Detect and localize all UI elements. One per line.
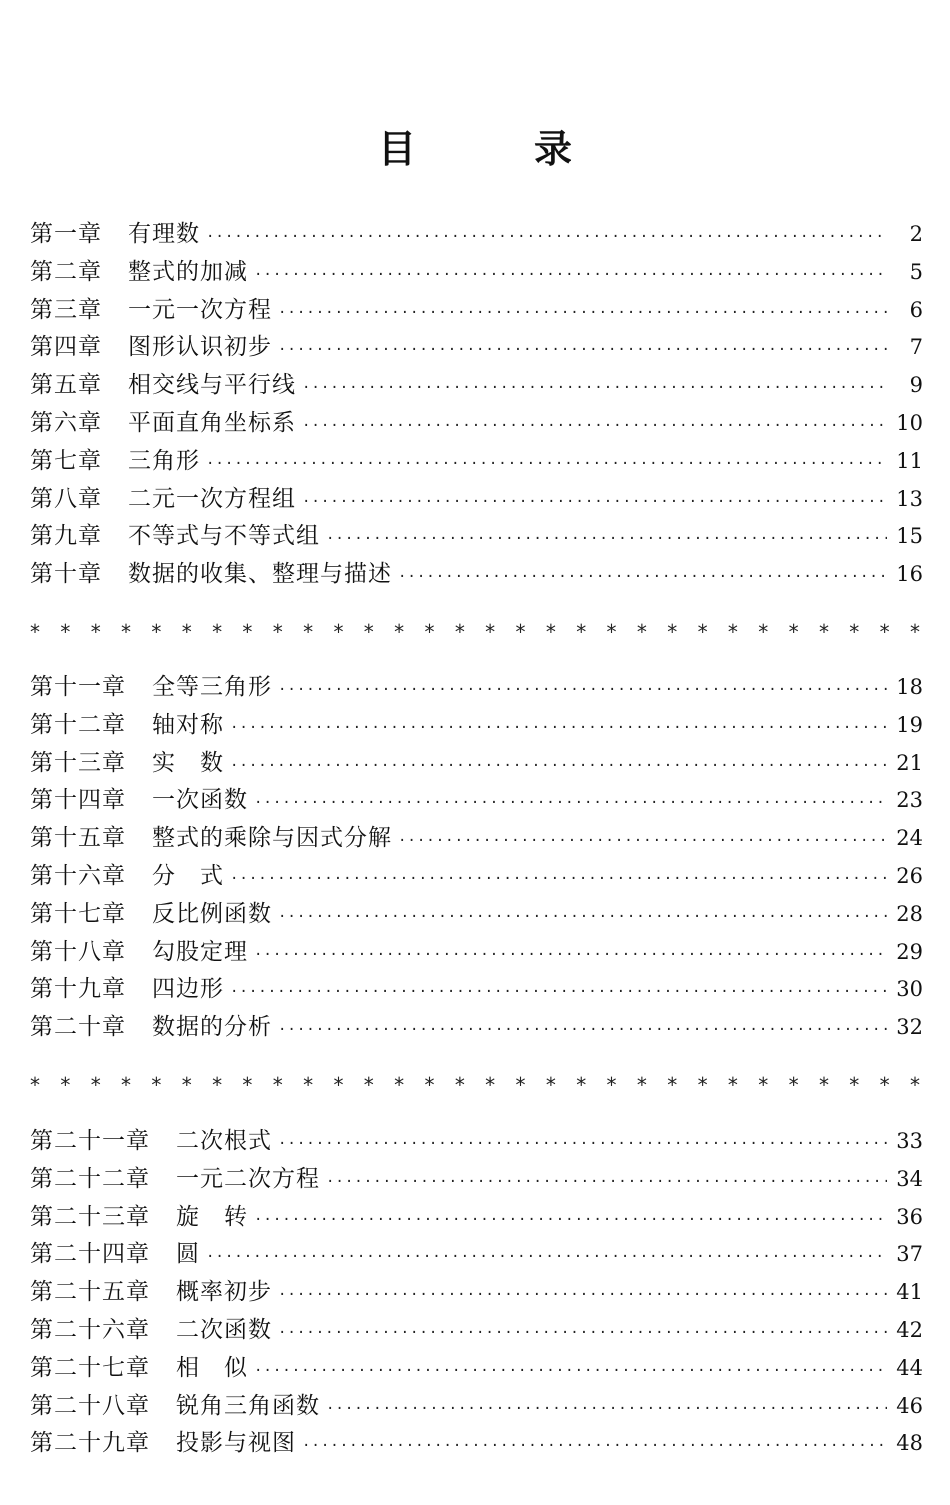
dot-leader	[254, 785, 887, 823]
page-number: 48	[896, 1431, 923, 1456]
star-mark: *	[485, 1073, 496, 1097]
star-mark: *	[303, 620, 314, 644]
toc-entry[interactable]	[30, 405, 923, 443]
page-number: 33	[896, 1129, 923, 1153]
chapter-title: 旋 转	[176, 1203, 248, 1230]
dot-leader	[326, 521, 887, 559]
chapter-title: 数据的分析	[152, 1014, 272, 1041]
page-number: 13	[896, 486, 923, 511]
chapter-number: 第四章	[30, 334, 102, 361]
page-number: 15	[896, 524, 923, 549]
chapter-title: 一次函数	[152, 787, 248, 814]
dot-leader	[230, 748, 887, 786]
star-mark: *	[667, 1073, 678, 1097]
star-mark: *	[181, 620, 192, 644]
chapter-number: 第七章	[30, 447, 102, 474]
star-mark: *	[758, 1073, 769, 1097]
star-mark: *	[424, 620, 435, 644]
star-mark: *	[181, 1073, 192, 1097]
page-number: 11	[896, 448, 923, 473]
page-number: 7	[909, 335, 923, 360]
chapter-number: 第十九章	[30, 976, 126, 1003]
star-mark: *	[151, 620, 162, 644]
page-number: 44	[896, 1355, 923, 1380]
toc-entry[interactable]	[30, 367, 923, 405]
toc-entry[interactable]	[30, 669, 923, 707]
dot-leader	[278, 1277, 887, 1315]
chapter-number: 第十五章	[30, 825, 126, 852]
page-number: 6	[909, 297, 923, 322]
star-mark: *	[727, 1073, 738, 1097]
star-mark: *	[636, 620, 647, 644]
page-number: 30	[896, 977, 923, 1002]
chapter-number: 第二章	[30, 258, 102, 285]
chapter-title: 三角形	[128, 447, 200, 474]
dot-leader	[278, 295, 887, 333]
chapter-number: 第十八章	[30, 938, 126, 965]
toc-entry[interactable]	[30, 934, 923, 972]
page-number: 18	[896, 675, 923, 699]
star-mark: *	[333, 1073, 344, 1097]
chapter-title: 数据的收集、整理与描述	[128, 561, 392, 588]
page-number: 24	[896, 826, 923, 851]
star-mark: *	[454, 1073, 465, 1097]
toc-entry[interactable]	[30, 707, 923, 745]
chapter-title: 全等三角形	[152, 674, 272, 700]
star-mark: *	[636, 1073, 647, 1097]
dot-leader	[326, 1164, 887, 1202]
star-mark: *	[697, 620, 708, 644]
chapter-title: 二元一次方程组	[128, 485, 296, 512]
dot-leader	[254, 1202, 887, 1240]
star-mark: *	[545, 1073, 556, 1097]
toc-entry[interactable]	[30, 745, 923, 783]
chapter-title: 相 似	[176, 1354, 248, 1381]
chapter-number: 第五章	[30, 372, 102, 399]
dot-leader	[230, 861, 887, 899]
star-mark: *	[788, 1073, 799, 1097]
page-number: 46	[896, 1393, 923, 1418]
dot-leader	[254, 257, 887, 295]
star-mark: *	[303, 1073, 314, 1097]
star-mark: *	[576, 1073, 587, 1097]
page-number: 29	[896, 939, 923, 964]
toc-entry[interactable]	[30, 1312, 923, 1350]
chapter-number: 第二十六章	[30, 1316, 150, 1343]
star-mark: *	[121, 1073, 132, 1097]
star-mark: *	[909, 1073, 920, 1097]
chapter-number: 第六章	[30, 409, 102, 436]
star-mark: *	[272, 1073, 283, 1097]
chapter-title: 平面直角坐标系	[128, 409, 296, 436]
toc-entry[interactable]	[30, 292, 923, 330]
page-number: 21	[896, 750, 923, 775]
dot-leader	[302, 408, 887, 446]
toc-entry[interactable]	[30, 254, 923, 292]
dot-leader	[254, 1353, 887, 1391]
chapter-number: 第九章	[30, 523, 102, 550]
chapter-number: 第十六章	[30, 862, 126, 889]
star-mark: *	[272, 620, 283, 644]
dot-leader	[206, 446, 887, 484]
page-number: 28	[896, 901, 923, 926]
toc-section-1	[30, 216, 923, 594]
star-mark: *	[242, 620, 253, 644]
star-mark: *	[363, 1073, 374, 1097]
dot-leader	[278, 1315, 887, 1353]
chapter-number: 第二十五章	[30, 1279, 150, 1306]
page-number: 9	[909, 373, 923, 398]
dot-leader	[302, 370, 887, 408]
chapter-title: 一元二次方程	[176, 1165, 320, 1192]
chapter-title: 图形认识初步	[128, 334, 272, 361]
star-mark: *	[485, 620, 496, 644]
chapter-title: 锐角三角函数	[176, 1392, 320, 1419]
toc-entry[interactable]	[30, 481, 923, 519]
toc-entry[interactable]	[30, 820, 923, 858]
star-mark: *	[60, 1073, 71, 1097]
star-mark: *	[697, 1073, 708, 1097]
toc-section-3	[30, 1123, 923, 1463]
chapter-number: 第十二章	[30, 711, 126, 738]
dot-leader	[326, 1391, 887, 1429]
toc-entry[interactable]	[30, 1009, 923, 1047]
chapter-number: 第十七章	[30, 900, 126, 927]
chapter-title: 轴对称	[152, 711, 224, 738]
chapter-title: 实 数	[152, 749, 224, 776]
dot-leader	[278, 899, 887, 937]
dot-leader	[278, 332, 887, 370]
star-mark: *	[545, 620, 556, 644]
star-mark: *	[606, 620, 617, 644]
dot-leader	[206, 219, 887, 257]
star-mark: *	[606, 1073, 617, 1097]
chapter-number: 第八章	[30, 485, 102, 512]
dot-leader	[230, 710, 887, 748]
star-mark: *	[576, 620, 587, 644]
chapter-title: 分 式	[152, 862, 224, 889]
star-mark: *	[424, 1073, 435, 1097]
chapter-title: 整式的乘除与因式分解	[152, 825, 392, 852]
toc-entry[interactable]	[30, 896, 923, 934]
page-number: 16	[896, 562, 923, 587]
chapter-title: 二次函数	[176, 1316, 272, 1343]
star-mark: *	[758, 620, 769, 644]
chapter-number: 第二十二章	[30, 1165, 150, 1192]
page-number: 36	[896, 1204, 923, 1229]
star-mark: *	[30, 620, 40, 644]
toc-entry[interactable]	[30, 443, 923, 481]
page-number: 10	[896, 410, 923, 435]
chapter-number: 第二十七章	[30, 1354, 150, 1381]
star-mark: *	[727, 620, 738, 644]
star-mark: *	[515, 1073, 526, 1097]
chapter-title: 反比例函数	[152, 900, 272, 927]
chapter-number: 第二十章	[30, 1014, 126, 1041]
star-mark: *	[151, 1073, 162, 1097]
page-number: 41	[896, 1280, 923, 1305]
dot-leader	[254, 937, 887, 975]
toc-entry[interactable]	[30, 1274, 923, 1312]
dot-leader	[278, 1012, 887, 1050]
chapter-title: 一元一次方程	[128, 296, 272, 323]
dot-leader	[398, 823, 887, 861]
chapter-title: 相交线与平行线	[128, 372, 296, 399]
chapter-title: 概率初步	[176, 1279, 272, 1306]
toc-entry[interactable]	[30, 782, 923, 820]
star-mark: *	[212, 1073, 223, 1097]
chapter-title: 勾股定理	[152, 938, 248, 965]
star-mark: *	[515, 620, 526, 644]
star-mark: *	[788, 620, 799, 644]
chapter-title: 有理数	[128, 221, 200, 247]
dot-leader	[206, 1239, 887, 1277]
page-number: 32	[896, 1015, 923, 1040]
toc-entry[interactable]	[30, 1161, 923, 1199]
toc-entry[interactable]	[30, 329, 923, 367]
chapter-number: 第二十一章	[30, 1128, 150, 1154]
chapter-number: 第十三章	[30, 749, 126, 776]
chapter-number: 第十一章	[30, 674, 126, 700]
star-mark: *	[818, 620, 829, 644]
toc-entry[interactable]	[30, 1236, 923, 1274]
star-mark: *	[818, 1073, 829, 1097]
dot-leader	[230, 974, 887, 1012]
toc-entry[interactable]	[30, 1388, 923, 1426]
star-mark: *	[30, 1073, 40, 1097]
star-mark: *	[90, 620, 101, 644]
star-mark: *	[60, 620, 71, 644]
star-mark: *	[394, 620, 405, 644]
star-mark: *	[849, 1073, 860, 1097]
star-mark: *	[394, 1073, 405, 1097]
dot-leader	[398, 559, 887, 597]
dot-leader	[278, 672, 887, 710]
chapter-title: 不等式与不等式组	[128, 523, 320, 550]
page-number: 2	[909, 222, 923, 246]
page-number: 23	[896, 788, 923, 813]
page-number: 5	[909, 259, 923, 284]
chapter-title: 二次根式	[176, 1128, 272, 1154]
chapter-number: 第二十四章	[30, 1241, 150, 1268]
star-mark: *	[212, 620, 223, 644]
star-mark: *	[667, 620, 678, 644]
chapter-title: 圆	[176, 1241, 200, 1268]
star-mark: *	[879, 1073, 890, 1097]
toc-entry[interactable]	[30, 1425, 923, 1463]
chapter-title: 整式的加减	[128, 258, 248, 285]
chapter-number: 第十章	[30, 561, 102, 588]
chapter-number: 第二十八章	[30, 1392, 150, 1419]
dot-leader	[302, 484, 887, 522]
toc-entry[interactable]	[30, 556, 923, 594]
toc-entry[interactable]	[30, 858, 923, 896]
dot-leader	[278, 1126, 887, 1164]
page-number: 37	[896, 1242, 923, 1267]
page-number: 34	[896, 1166, 923, 1191]
page-title: 目 录	[377, 126, 612, 171]
toc-entry[interactable]	[30, 1123, 923, 1161]
chapter-title: 投影与视图	[176, 1430, 296, 1457]
toc-section-2	[30, 669, 923, 1047]
chapter-number: 第二十三章	[30, 1203, 150, 1230]
star-mark: *	[90, 1073, 101, 1097]
toc-entry[interactable]	[30, 971, 923, 1009]
star-divider	[30, 617, 920, 647]
page-number: 19	[896, 712, 923, 737]
star-mark: *	[879, 620, 890, 644]
star-mark: *	[121, 620, 132, 644]
toc-entry[interactable]	[30, 216, 923, 254]
star-mark: *	[333, 620, 344, 644]
star-mark: *	[909, 620, 920, 644]
chapter-number: 第一章	[30, 221, 102, 247]
star-mark: *	[454, 620, 465, 644]
toc-entry[interactable]	[30, 518, 923, 556]
star-mark: *	[363, 620, 374, 644]
page-number: 42	[896, 1317, 923, 1342]
page-number: 26	[896, 863, 923, 888]
star-mark: *	[242, 1073, 253, 1097]
dot-leader	[302, 1428, 887, 1466]
chapter-number: 第三章	[30, 296, 102, 323]
star-divider	[30, 1070, 920, 1100]
chapter-number: 第十四章	[30, 787, 126, 814]
toc-entry[interactable]	[30, 1350, 923, 1388]
toc-entry[interactable]	[30, 1199, 923, 1237]
star-mark: *	[849, 620, 860, 644]
chapter-title: 四边形	[152, 976, 224, 1003]
chapter-number: 第二十九章	[30, 1430, 150, 1457]
